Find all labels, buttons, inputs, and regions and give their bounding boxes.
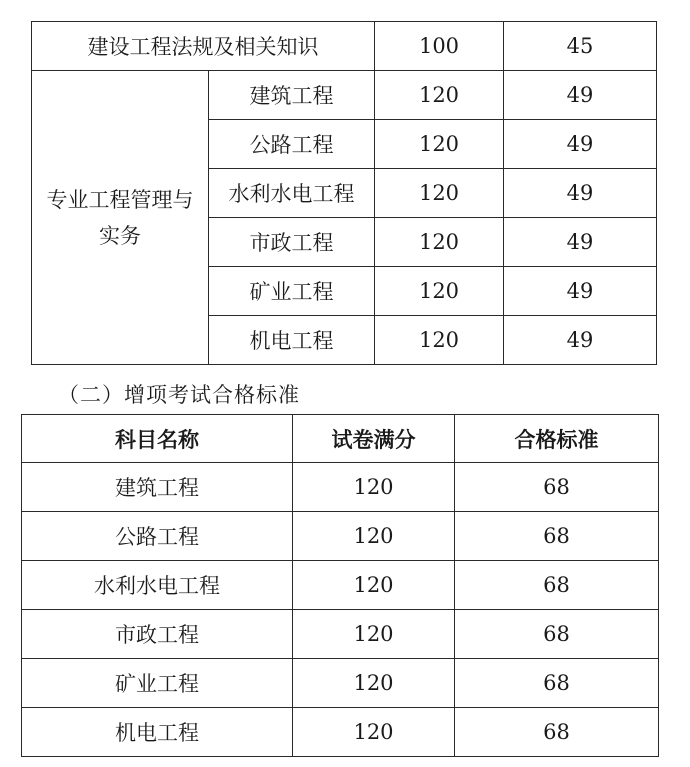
subject-cell: 水利水电工程 [209,169,375,218]
pass-score-cell: 49 [504,218,657,267]
pass-score-cell: 49 [504,316,657,365]
pass-score-cell: 49 [504,71,657,120]
category-line-1: 专业工程管理与 [46,187,194,212]
table-row [22,610,659,659]
column-header-full-score: 试卷满分 [293,415,455,463]
pass-score-cell: 68 [455,512,659,561]
full-score-cell: 120 [375,267,504,316]
full-score-cell: 120 [375,120,504,169]
table-row [22,463,659,512]
header-row [22,415,659,463]
subject-cell: 矿业工程 [22,659,293,708]
pass-score-cell: 68 [455,610,659,659]
subject-cell: 水利水电工程 [22,561,293,610]
pass-score-cell: 68 [455,463,659,512]
table-row [22,708,659,757]
subject-cell: 机电工程 [22,708,293,757]
full-score-cell: 120 [375,169,504,218]
full-score-cell: 120 [375,71,504,120]
pass-score-cell: 49 [504,169,657,218]
table-row [32,71,657,120]
subject-cell: 矿业工程 [209,267,375,316]
pass-score-cell: 49 [504,267,657,316]
subject-cell: 公路工程 [22,512,293,561]
exam-standards-table [31,21,657,365]
section-title: （二）增项考试合格标准 [58,383,300,407]
subject-cell: 建筑工程 [209,71,375,120]
pass-score-cell: 68 [455,561,659,610]
full-score-cell: 120 [293,561,455,610]
pass-score-cell: 49 [504,120,657,169]
full-score-cell: 120 [375,218,504,267]
pass-score-cell: 68 [455,659,659,708]
table-row [22,512,659,561]
pass-score-cell: 45 [504,22,657,71]
full-score-cell: 120 [293,610,455,659]
subject-cell: 市政工程 [209,218,375,267]
full-score-cell: 120 [293,659,455,708]
subject-cell: 市政工程 [22,610,293,659]
column-header-subject: 科目名称 [22,415,293,463]
table-row [22,659,659,708]
subject-cell: 建设工程法规及相关知识 [32,22,375,71]
subject-cell: 机电工程 [209,316,375,365]
additional-exam-table [21,414,659,757]
column-header-pass-score: 合格标准 [455,415,659,463]
full-score-cell: 120 [293,708,455,757]
subject-cell: 建筑工程 [22,463,293,512]
subject-cell: 公路工程 [209,120,375,169]
category-line-2: 实务 [99,223,141,248]
pass-score-cell: 68 [455,708,659,757]
table-row [32,22,657,71]
category-cell [32,71,209,365]
full-score-cell: 120 [293,463,455,512]
table-row [22,561,659,610]
full-score-cell: 100 [375,22,504,71]
full-score-cell: 120 [293,512,455,561]
full-score-cell: 120 [375,316,504,365]
